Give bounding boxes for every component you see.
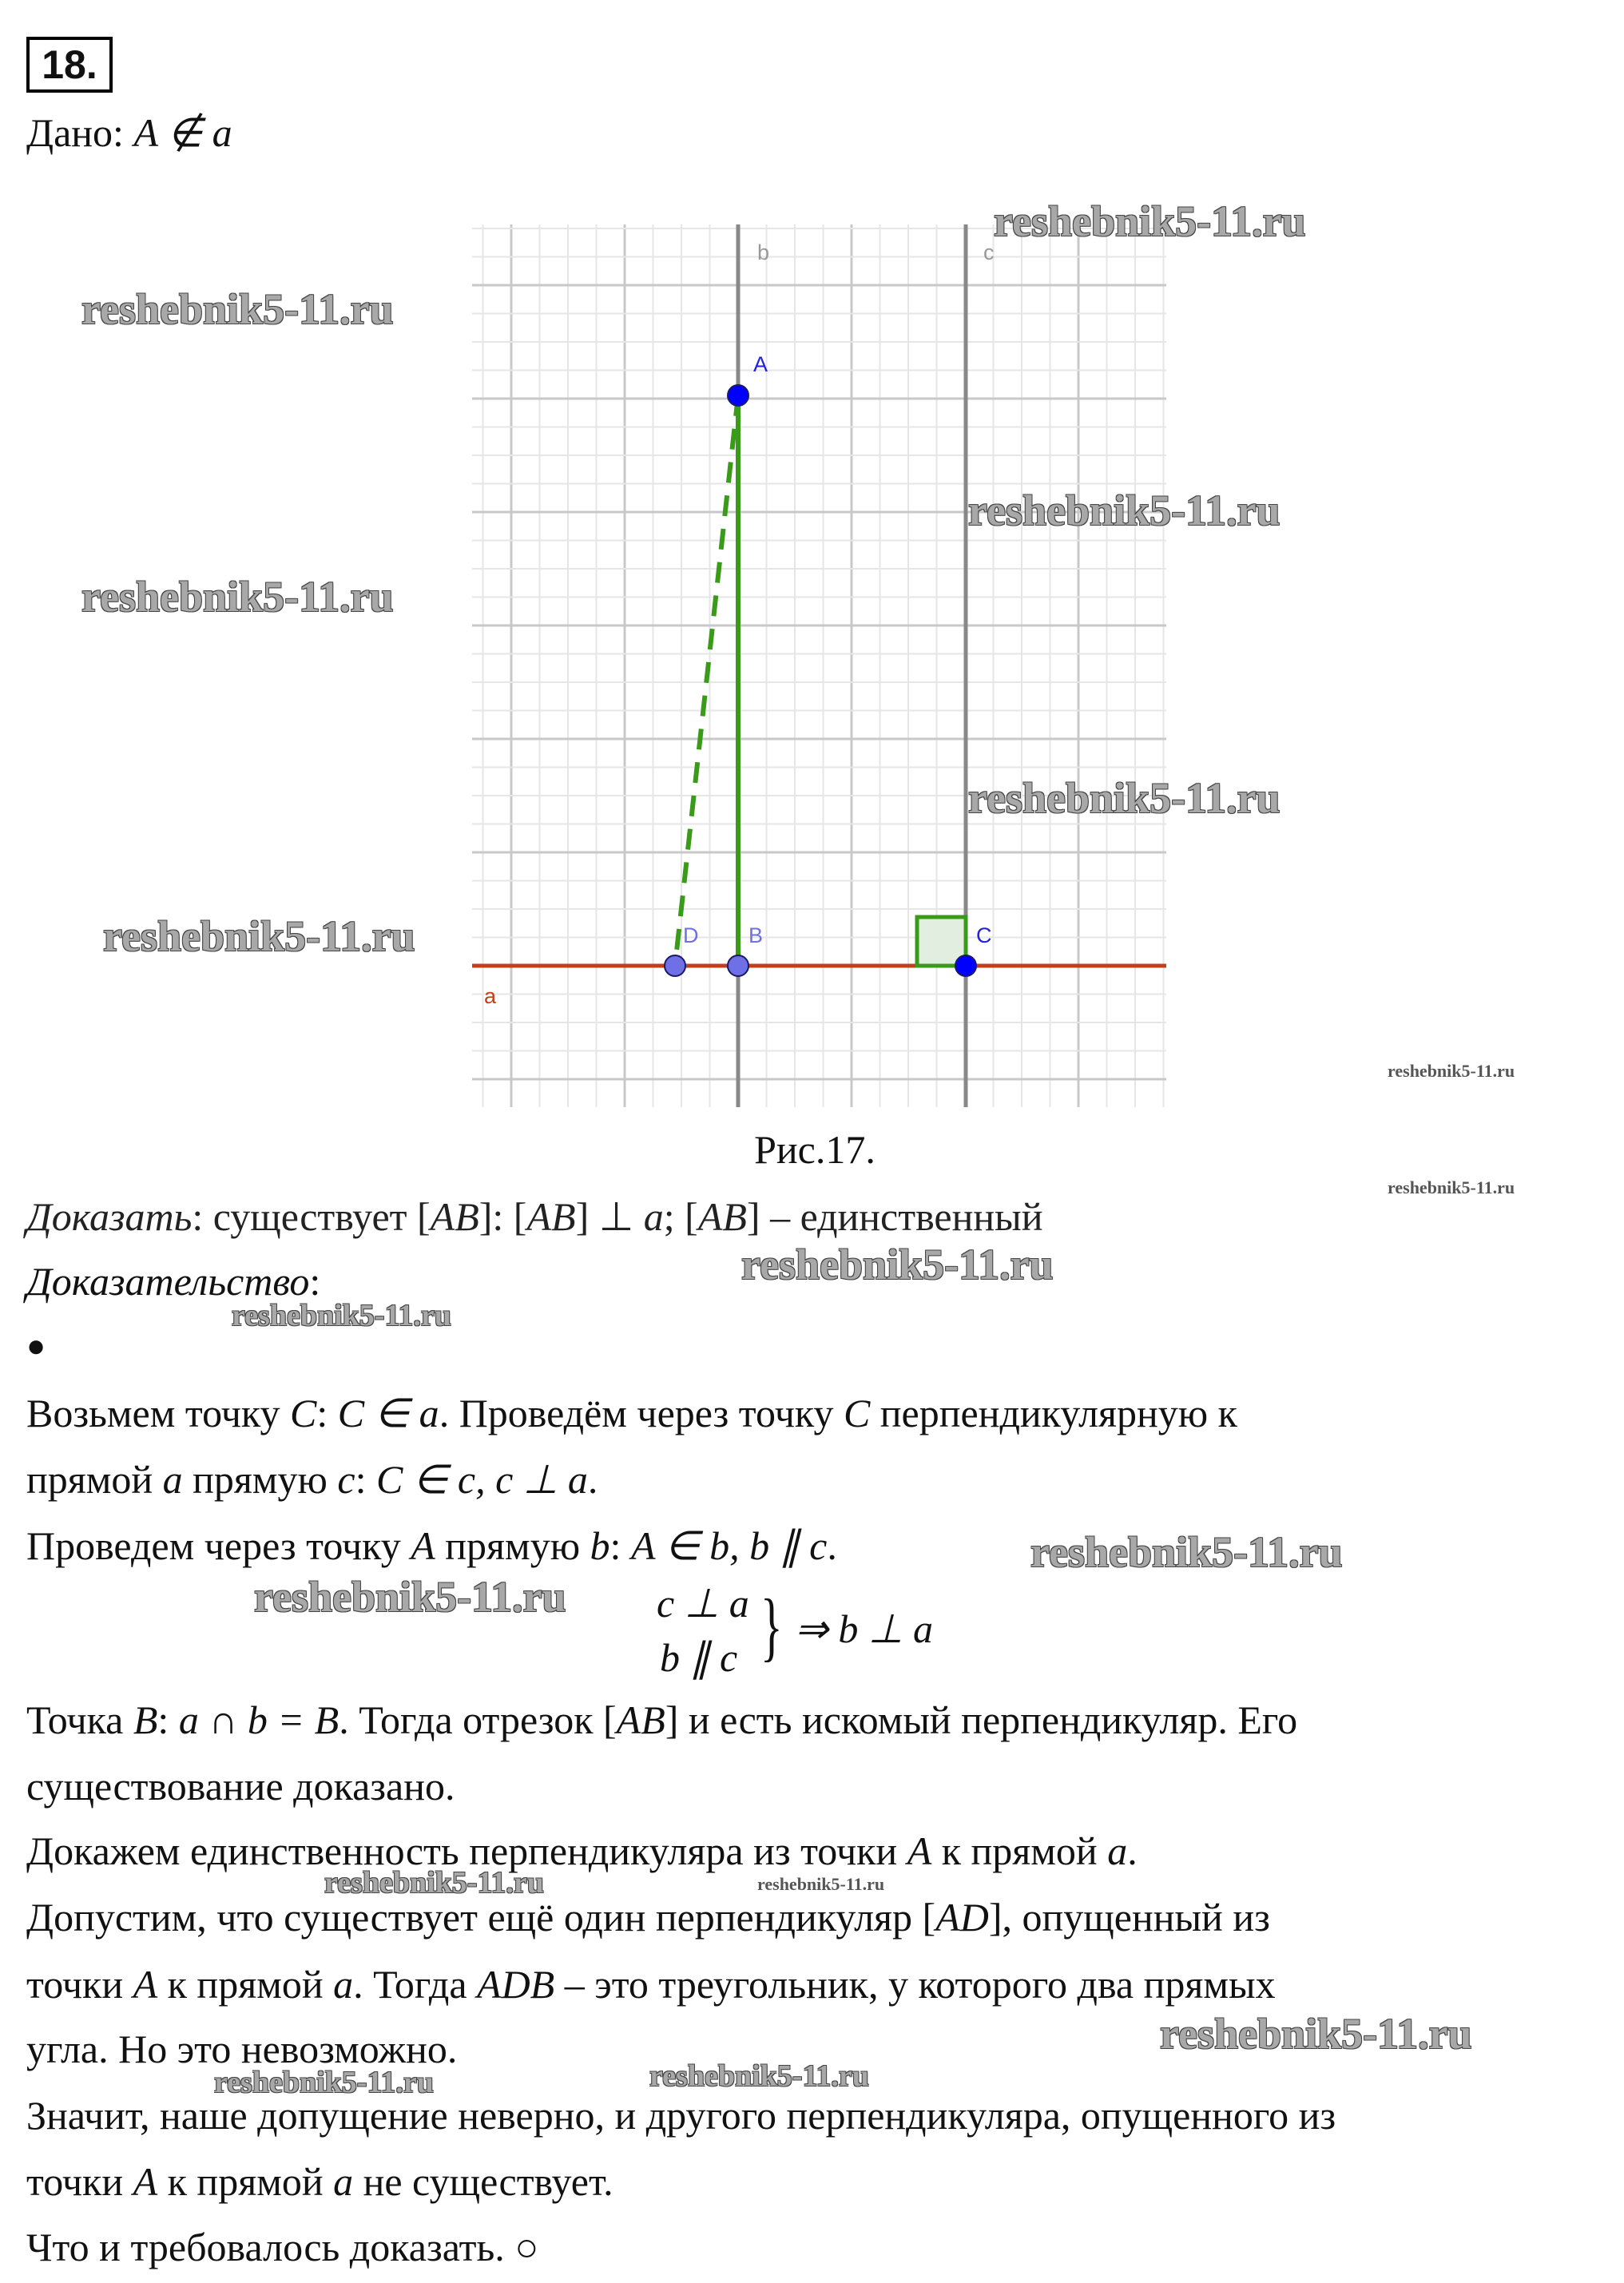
point-D	[665, 955, 685, 976]
watermark: reshebnik5-11.ru	[994, 197, 1306, 245]
math-text: a	[333, 2159, 354, 2204]
math-text: AB	[430, 1194, 479, 1239]
formula-bottom: b ∥ c	[660, 1635, 738, 1680]
text-segment: к прямой	[931, 1828, 1108, 1873]
point-B	[728, 955, 748, 976]
text-segment: прямую	[435, 1523, 590, 1568]
text-segment: ] ⊥	[575, 1194, 644, 1239]
text-segment: – это треугольник, у которого два прямых	[554, 1962, 1276, 2007]
text-segment: к прямой	[157, 2159, 334, 2204]
math-text: A	[907, 1828, 932, 1873]
math-text: A	[411, 1523, 435, 1568]
point-C	[955, 955, 976, 976]
point-A	[728, 385, 748, 406]
math-text: AD	[935, 1895, 989, 1940]
math-text: AB	[526, 1194, 576, 1239]
proof-line	[26, 1818, 1138, 1884]
text-segment: :	[355, 1457, 377, 1502]
label-b: b	[757, 240, 770, 264]
proof-line	[26, 1380, 1237, 1446]
figure-caption: Рис.17.	[754, 1127, 876, 1172]
watermark: reshebnik5-11.ru	[214, 2066, 434, 2099]
math-text: b	[590, 1523, 610, 1568]
label-D: D	[683, 923, 699, 947]
text-segment: не существует.	[353, 2159, 613, 2204]
text-segment: Что и требовалось доказать. ○	[26, 2225, 539, 2269]
math-text: Доказать	[26, 1194, 193, 1239]
watermark: reshebnik5-11.ru	[741, 1241, 1054, 1288]
math-text: a	[1107, 1828, 1128, 1873]
bullet: ●	[26, 1328, 46, 1364]
text-segment: .	[1127, 1828, 1138, 1873]
math-text: a ∩ b = B	[178, 1697, 339, 1742]
watermark: reshebnik5-11.ru	[1030, 1528, 1343, 1576]
watermark: reshebnik5-11.ru	[103, 912, 415, 960]
math-text: C ∈ c, c ⊥ a	[376, 1457, 588, 1502]
watermark: reshebnik5-11.ru	[324, 1866, 544, 1900]
text-segment: :	[316, 1391, 338, 1435]
watermark: reshebnik5-11.ru	[232, 1299, 451, 1332]
label-c: c	[983, 240, 995, 264]
math-text: c	[337, 1457, 355, 1502]
math-text: A	[133, 1962, 158, 2007]
math-text: A	[133, 2159, 158, 2204]
watermark: reshebnik5-11.ru	[968, 774, 1281, 822]
watermark: reshebnik5-11.ru	[757, 1874, 885, 1894]
text-segment: прямой	[26, 1457, 163, 1502]
text-segment: . Тогда	[353, 1962, 478, 2007]
prove-statement	[26, 1184, 1042, 1249]
text-segment: ]: [	[478, 1194, 527, 1239]
text-segment: :	[309, 1259, 321, 1304]
math-text: AB	[616, 1697, 665, 1742]
math-text: a	[333, 1962, 354, 2007]
watermark: reshebnik5-11.ru	[968, 486, 1281, 534]
label-B: B	[748, 923, 764, 947]
math-text: a	[162, 1457, 183, 1502]
text-segment: точки	[26, 1962, 133, 2007]
watermark: reshebnik5-11.ru	[1388, 1061, 1515, 1081]
text-segment: Докажем единственность перпендикуляра из точки	[26, 1828, 907, 1873]
math-text: A ∉ a	[133, 110, 232, 155]
text-segment: существование доказано.	[26, 1764, 455, 1809]
text-segment: ] и есть искомый перпендикуляр. Его	[665, 1697, 1298, 1742]
watermark: reshebnik5-11.ru	[81, 573, 394, 621]
proof-line	[26, 2149, 613, 2214]
watermark: reshebnik5-11.ru	[81, 285, 394, 333]
math-text: B	[133, 1697, 158, 1742]
watermark: reshebnik5-11.ru	[649, 2059, 869, 2093]
text-segment: .	[827, 1523, 837, 1568]
math-text: AB	[697, 1194, 747, 1239]
formula-brace: }	[760, 1583, 783, 1669]
text-segment: Точка	[26, 1697, 133, 1742]
label-C: C	[976, 923, 992, 947]
math-text: a	[643, 1194, 664, 1239]
text-segment: перпендикулярную к	[870, 1391, 1237, 1435]
formula-top: c ⊥ a	[657, 1581, 749, 1626]
math-text: A ∈ b, b ∥ c	[630, 1523, 828, 1568]
text-segment: прямую	[182, 1457, 338, 1502]
text-segment: Значит, наше допущение неверно, и другого перпендикуляра, опущенного из	[26, 2093, 1336, 2138]
text-segment: . Проведём через точку	[439, 1391, 844, 1435]
text-segment: Проведем через точку	[26, 1523, 411, 1568]
text-segment: ; [	[663, 1194, 698, 1239]
text-segment: угла. Но это невозможно.	[26, 2027, 458, 2071]
proof-line	[26, 1753, 455, 1819]
text-segment: :	[609, 1523, 631, 1568]
text-segment: ], опущенный из	[988, 1895, 1270, 1940]
proof-line	[26, 2214, 538, 2280]
math-text: C ∈ a	[337, 1391, 439, 1435]
text-segment: к прямой	[157, 1962, 334, 2007]
proof-line	[26, 1687, 1297, 1753]
proof-line	[26, 1951, 1276, 2017]
math-text: Доказательство	[26, 1259, 310, 1304]
text-segment: .	[587, 1457, 598, 1502]
proof-line	[26, 1884, 1270, 1950]
math-text: C	[843, 1391, 871, 1435]
text-segment: точки	[26, 2159, 133, 2204]
text-segment: . Тогда отрезок [	[339, 1697, 617, 1742]
problem-number: 18.	[26, 37, 113, 93]
proof-line	[26, 1447, 598, 1512]
proof-line	[26, 1513, 837, 1578]
math-text: ADB	[477, 1962, 555, 2007]
text-segment: Допустим, что существует ещё один перпендикуляр [	[26, 1895, 936, 1940]
formula-result: ⇒ b ⊥ a	[795, 1606, 933, 1651]
text-segment: ] – единственный	[746, 1194, 1043, 1239]
geometry-figure	[0, 0, 1624, 1134]
text-segment: Дано:	[26, 110, 134, 155]
watermark: reshebnik5-11.ru	[1388, 1177, 1515, 1197]
watermark: reshebnik5-11.ru	[254, 1573, 566, 1621]
text-segment: : существует [	[192, 1194, 431, 1239]
math-text: C	[290, 1391, 317, 1435]
label-a: a	[484, 984, 497, 1008]
label-A: A	[753, 352, 768, 376]
watermark: reshebnik5-11.ru	[1160, 2010, 1472, 2058]
text-segment: Возьмем точку	[26, 1391, 291, 1435]
text-segment: :	[157, 1697, 179, 1742]
